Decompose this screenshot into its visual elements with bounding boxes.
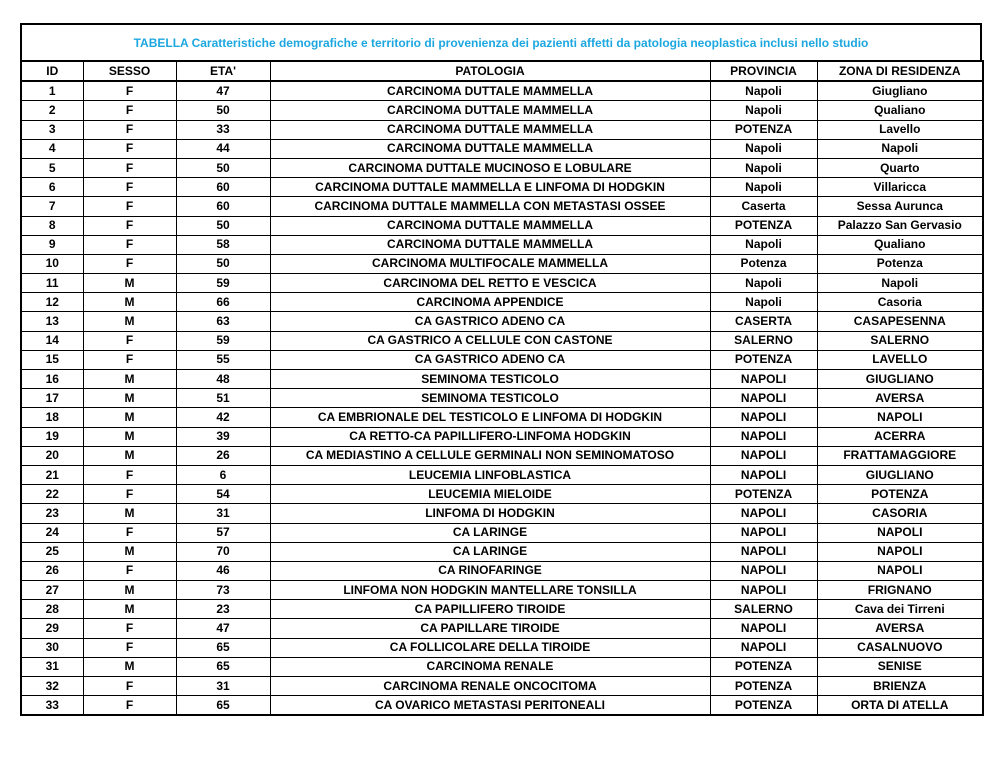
cell-id[interactable]: 16 xyxy=(21,370,83,389)
cell-id[interactable]: 17 xyxy=(21,389,83,408)
cell-sesso[interactable]: M xyxy=(83,389,176,408)
cell-sesso[interactable]: F xyxy=(83,158,176,177)
cell-id[interactable]: 7 xyxy=(21,197,83,216)
header-zona-residenza[interactable]: ZONA DI RESIDENZA xyxy=(817,61,983,81)
cell-eta[interactable]: 70 xyxy=(176,542,270,561)
table-row xyxy=(21,581,983,600)
cell-patologia[interactable]: CA MEDIASTINO A CELLULE GERMINALI NON SEMINOMATOSO xyxy=(270,446,710,465)
cell-zona-residenza[interactable]: Quarto xyxy=(817,158,983,177)
cell-zona-residenza[interactable]: CASALNUOVO xyxy=(817,638,983,657)
cell-zona-residenza[interactable]: BRIENZA xyxy=(817,677,983,696)
cell-id[interactable]: 18 xyxy=(21,408,83,427)
cell-zona-residenza[interactable]: Sessa Aurunca xyxy=(817,197,983,216)
cell-patologia[interactable]: CA FOLLICOLARE DELLA TIROIDE xyxy=(270,638,710,657)
cell-zona-residenza[interactable]: ORTA DI ATELLA xyxy=(817,696,983,716)
cell-patologia[interactable]: CA RINOFARINGE xyxy=(270,561,710,580)
cell-sesso[interactable]: F xyxy=(83,696,176,716)
cell-patologia[interactable]: LEUCEMIA LINFOBLASTICA xyxy=(270,465,710,484)
cell-provincia[interactable]: NAPOLI xyxy=(710,446,817,465)
cell-eta[interactable]: 51 xyxy=(176,389,270,408)
cell-provincia[interactable]: POTENZA xyxy=(710,657,817,676)
table-row xyxy=(21,561,983,580)
cell-provincia[interactable]: SALERNO xyxy=(710,600,817,619)
cell-provincia[interactable]: Napoli xyxy=(710,235,817,254)
cell-eta[interactable]: 63 xyxy=(176,312,270,331)
cell-sesso[interactable]: M xyxy=(83,657,176,676)
cell-zona-residenza[interactable]: POTENZA xyxy=(817,485,983,504)
cell-sesso[interactable]: F xyxy=(83,331,176,350)
cell-patologia[interactable]: CARCINOMA DUTTALE MAMMELLA xyxy=(270,81,710,101)
cell-sesso[interactable]: M xyxy=(83,542,176,561)
cell-patologia[interactable]: CA LARINGE xyxy=(270,523,710,542)
cell-id[interactable]: 8 xyxy=(21,216,83,235)
cell-provincia[interactable]: NAPOLI xyxy=(710,427,817,446)
cell-eta[interactable]: 31 xyxy=(176,504,270,523)
cell-provincia[interactable]: POTENZA xyxy=(710,216,817,235)
cell-patologia[interactable]: SEMINOMA TESTICOLO xyxy=(270,389,710,408)
table-body xyxy=(21,81,983,715)
table-row xyxy=(21,465,983,484)
cell-patologia[interactable]: CA RETTO-CA PAPILLIFERO-LINFOMA HODGKIN xyxy=(270,427,710,446)
cell-zona-residenza[interactable]: NAPOLI xyxy=(817,561,983,580)
cell-provincia[interactable]: NAPOLI xyxy=(710,619,817,638)
cell-id[interactable]: 1 xyxy=(21,81,83,101)
cell-patologia[interactable]: CA EMBRIONALE DEL TESTICOLO E LINFOMA DI HODGKIN xyxy=(270,408,710,427)
cell-eta[interactable]: 47 xyxy=(176,81,270,101)
cell-id[interactable]: 32 xyxy=(21,677,83,696)
cell-provincia[interactable]: Napoli xyxy=(710,101,817,120)
table-row xyxy=(21,600,983,619)
cell-eta[interactable]: 73 xyxy=(176,581,270,600)
cell-provincia[interactable]: Napoli xyxy=(710,178,817,197)
cell-zona-residenza[interactable]: NAPOLI xyxy=(817,523,983,542)
table-row xyxy=(21,408,983,427)
cell-id[interactable]: 10 xyxy=(21,254,83,273)
cell-patologia[interactable]: CA GASTRICO ADENO CA xyxy=(270,350,710,369)
cell-sesso[interactable]: F xyxy=(83,101,176,120)
cell-sesso[interactable]: M xyxy=(83,312,176,331)
cell-provincia[interactable]: Caserta xyxy=(710,197,817,216)
cell-sesso[interactable]: F xyxy=(83,120,176,139)
cell-id[interactable]: 3 xyxy=(21,120,83,139)
cell-sesso[interactable]: F xyxy=(83,81,176,101)
cell-provincia[interactable]: NAPOLI xyxy=(710,408,817,427)
cell-sesso[interactable]: F xyxy=(83,465,176,484)
cell-zona-residenza[interactable]: Napoli xyxy=(817,274,983,293)
cell-id[interactable]: 6 xyxy=(21,178,83,197)
table-row xyxy=(21,81,983,101)
cell-provincia[interactable]: Napoli xyxy=(710,81,817,101)
cell-provincia[interactable]: NAPOLI xyxy=(710,542,817,561)
header-sesso[interactable]: SESSO xyxy=(83,61,176,81)
cell-eta[interactable]: 59 xyxy=(176,274,270,293)
table-row xyxy=(21,139,983,158)
cell-sesso[interactable]: F xyxy=(83,561,176,580)
table-row xyxy=(21,293,983,312)
cell-eta[interactable]: 66 xyxy=(176,293,270,312)
cell-sesso[interactable]: M xyxy=(83,427,176,446)
table-row xyxy=(21,427,983,446)
cell-eta[interactable]: 65 xyxy=(176,657,270,676)
cell-id[interactable]: 20 xyxy=(21,446,83,465)
cell-sesso[interactable]: F xyxy=(83,235,176,254)
cell-patologia[interactable]: CA GASTRICO ADENO CA xyxy=(270,312,710,331)
cell-zona-residenza[interactable]: SENISE xyxy=(817,657,983,676)
cell-provincia[interactable]: Napoli xyxy=(710,158,817,177)
cell-zona-residenza[interactable]: LAVELLO xyxy=(817,350,983,369)
table-row xyxy=(21,350,983,369)
cell-provincia[interactable]: NAPOLI xyxy=(710,370,817,389)
cell-provincia[interactable]: POTENZA xyxy=(710,677,817,696)
header-id[interactable]: ID xyxy=(21,61,83,81)
cell-provincia[interactable]: Napoli xyxy=(710,293,817,312)
cell-eta[interactable]: 23 xyxy=(176,600,270,619)
cell-patologia[interactable]: CARCINOMA APPENDICE xyxy=(270,293,710,312)
cell-sesso[interactable]: F xyxy=(83,197,176,216)
cell-zona-residenza[interactable]: Giugliano xyxy=(817,81,983,101)
cell-id[interactable]: 25 xyxy=(21,542,83,561)
cell-id[interactable]: 30 xyxy=(21,638,83,657)
cell-eta[interactable]: 39 xyxy=(176,427,270,446)
cell-eta[interactable]: 65 xyxy=(176,696,270,716)
patients-table xyxy=(20,60,984,716)
cell-sesso[interactable]: M xyxy=(83,370,176,389)
cell-zona-residenza[interactable]: CASAPESENNA xyxy=(817,312,983,331)
cell-zona-residenza[interactable]: SALERNO xyxy=(817,331,983,350)
cell-eta[interactable]: 60 xyxy=(176,197,270,216)
table-row xyxy=(21,485,983,504)
cell-id[interactable]: 12 xyxy=(21,293,83,312)
cell-provincia[interactable]: CASERTA xyxy=(710,312,817,331)
cell-zona-residenza[interactable]: Cava dei Tirreni xyxy=(817,600,983,619)
cell-patologia[interactable]: CARCINOMA DUTTALE MUCINOSO E LOBULARE xyxy=(270,158,710,177)
cell-sesso[interactable]: F xyxy=(83,485,176,504)
cell-id[interactable]: 24 xyxy=(21,523,83,542)
cell-zona-residenza[interactable]: Palazzo San Gervasio xyxy=(817,216,983,235)
cell-zona-residenza[interactable]: Casoria xyxy=(817,293,983,312)
table-row xyxy=(21,504,983,523)
cell-eta[interactable]: 50 xyxy=(176,101,270,120)
cell-sesso[interactable]: M xyxy=(83,446,176,465)
cell-sesso[interactable]: F xyxy=(83,216,176,235)
table-row xyxy=(21,101,983,120)
cell-sesso[interactable]: F xyxy=(83,178,176,197)
cell-zona-residenza[interactable]: AVERSA xyxy=(817,389,983,408)
cell-eta[interactable]: 55 xyxy=(176,350,270,369)
cell-eta[interactable]: 50 xyxy=(176,254,270,273)
cell-sesso[interactable]: M xyxy=(83,274,176,293)
spreadsheet-table-container xyxy=(20,23,982,716)
table-row xyxy=(21,657,983,676)
cell-sesso[interactable]: M xyxy=(83,293,176,312)
header-patologia[interactable]: PATOLOGIA xyxy=(270,61,710,81)
cell-patologia[interactable]: CARCINOMA DUTTALE MAMMELLA xyxy=(270,139,710,158)
cell-id[interactable]: 9 xyxy=(21,235,83,254)
cell-id[interactable]: 15 xyxy=(21,350,83,369)
cell-patologia[interactable]: CA PAPILLIFERO TIROIDE xyxy=(270,600,710,619)
cell-sesso[interactable]: F xyxy=(83,254,176,273)
cell-provincia[interactable]: NAPOLI xyxy=(710,581,817,600)
table-row xyxy=(21,446,983,465)
cell-id[interactable]: 5 xyxy=(21,158,83,177)
cell-patologia[interactable]: CA LARINGE xyxy=(270,542,710,561)
cell-zona-residenza[interactable]: Potenza xyxy=(817,254,983,273)
cell-sesso[interactable]: F xyxy=(83,350,176,369)
cell-eta[interactable]: 26 xyxy=(176,446,270,465)
cell-patologia[interactable]: CARCINOMA DUTTALE MAMMELLA xyxy=(270,120,710,139)
table-row xyxy=(21,274,983,293)
header-row xyxy=(21,61,983,81)
cell-sesso[interactable]: M xyxy=(83,504,176,523)
cell-id[interactable]: 13 xyxy=(21,312,83,331)
table-row xyxy=(21,619,983,638)
cell-provincia[interactable]: Napoli xyxy=(710,274,817,293)
cell-provincia[interactable]: Napoli xyxy=(710,139,817,158)
cell-id[interactable]: 22 xyxy=(21,485,83,504)
cell-patologia[interactable]: LINFOMA DI HODGKIN xyxy=(270,504,710,523)
cell-id[interactable]: 27 xyxy=(21,581,83,600)
cell-provincia[interactable]: NAPOLI xyxy=(710,465,817,484)
cell-patologia[interactable]: LINFOMA NON HODGKIN MANTELLARE TONSILLA xyxy=(270,581,710,600)
cell-provincia[interactable]: POTENZA xyxy=(710,120,817,139)
table-row xyxy=(21,389,983,408)
cell-patologia[interactable]: CARCINOMA MULTIFOCALE MAMMELLA xyxy=(270,254,710,273)
cell-provincia[interactable]: NAPOLI xyxy=(710,389,817,408)
table-row xyxy=(21,331,983,350)
cell-id[interactable]: 4 xyxy=(21,139,83,158)
cell-sesso[interactable]: M xyxy=(83,600,176,619)
cell-eta[interactable]: 54 xyxy=(176,485,270,504)
table-row xyxy=(21,677,983,696)
cell-eta[interactable]: 48 xyxy=(176,370,270,389)
cell-zona-residenza[interactable]: Qualiano xyxy=(817,235,983,254)
cell-patologia[interactable]: CARCINOMA DUTTALE MAMMELLA xyxy=(270,216,710,235)
cell-provincia[interactable]: NAPOLI xyxy=(710,523,817,542)
cell-eta[interactable]: 50 xyxy=(176,216,270,235)
cell-eta[interactable]: 50 xyxy=(176,158,270,177)
cell-patologia[interactable]: CA GASTRICO A CELLULE CON CASTONE xyxy=(270,331,710,350)
cell-zona-residenza[interactable]: GIUGLIANO xyxy=(817,370,983,389)
table-row xyxy=(21,254,983,273)
cell-patologia[interactable]: CARCINOMA RENALE xyxy=(270,657,710,676)
cell-id[interactable]: 19 xyxy=(21,427,83,446)
cell-eta[interactable]: 33 xyxy=(176,120,270,139)
cell-eta[interactable]: 47 xyxy=(176,619,270,638)
cell-eta[interactable]: 65 xyxy=(176,638,270,657)
cell-provincia[interactable]: POTENZA xyxy=(710,696,817,716)
table-row xyxy=(21,178,983,197)
cell-zona-residenza[interactable]: NAPOLI xyxy=(817,408,983,427)
cell-sesso[interactable]: F xyxy=(83,638,176,657)
cell-zona-residenza[interactable]: AVERSA xyxy=(817,619,983,638)
cell-eta[interactable]: 31 xyxy=(176,677,270,696)
cell-eta[interactable]: 57 xyxy=(176,523,270,542)
cell-zona-residenza[interactable]: ACERRA xyxy=(817,427,983,446)
table-row xyxy=(21,235,983,254)
cell-patologia[interactable]: CARCINOMA DUTTALE MAMMELLA xyxy=(270,235,710,254)
cell-id[interactable]: 21 xyxy=(21,465,83,484)
cell-patologia[interactable]: CARCINOMA DEL RETTO E VESCICA xyxy=(270,274,710,293)
cell-sesso[interactable]: F xyxy=(83,523,176,542)
cell-eta[interactable]: 46 xyxy=(176,561,270,580)
table-row xyxy=(21,216,983,235)
cell-zona-residenza[interactable]: NAPOLI xyxy=(817,542,983,561)
table-row xyxy=(21,158,983,177)
cell-sesso[interactable]: F xyxy=(83,619,176,638)
cell-id[interactable]: 23 xyxy=(21,504,83,523)
cell-id[interactable]: 29 xyxy=(21,619,83,638)
cell-zona-residenza[interactable]: CASORIA xyxy=(817,504,983,523)
cell-id[interactable]: 31 xyxy=(21,657,83,676)
cell-id[interactable]: 28 xyxy=(21,600,83,619)
table-row xyxy=(21,120,983,139)
cell-patologia[interactable]: CA OVARICO METASTASI PERITONEALI xyxy=(270,696,710,716)
table-row xyxy=(21,197,983,216)
cell-eta[interactable]: 6 xyxy=(176,465,270,484)
cell-id[interactable]: 14 xyxy=(21,331,83,350)
cell-patologia[interactable]: LEUCEMIA MIELOIDE xyxy=(270,485,710,504)
cell-patologia[interactable]: CARCINOMA DUTTALE MAMMELLA xyxy=(270,101,710,120)
cell-provincia[interactable]: Potenza xyxy=(710,254,817,273)
table-title-cell[interactable] xyxy=(20,23,982,60)
cell-provincia[interactable]: POTENZA xyxy=(710,350,817,369)
cell-eta[interactable]: 60 xyxy=(176,178,270,197)
cell-id[interactable]: 26 xyxy=(21,561,83,580)
cell-eta[interactable]: 59 xyxy=(176,331,270,350)
table-row xyxy=(21,312,983,331)
cell-patologia[interactable]: SEMINOMA TESTICOLO xyxy=(270,370,710,389)
cell-provincia[interactable]: NAPOLI xyxy=(710,638,817,657)
cell-provincia[interactable]: NAPOLI xyxy=(710,561,817,580)
cell-zona-residenza[interactable]: FRATTAMAGGIORE xyxy=(817,446,983,465)
cell-sesso[interactable]: F xyxy=(83,139,176,158)
cell-provincia[interactable]: NAPOLI xyxy=(710,504,817,523)
table-row xyxy=(21,696,983,716)
cell-id[interactable]: 11 xyxy=(21,274,83,293)
cell-zona-residenza[interactable]: Napoli xyxy=(817,139,983,158)
cell-zona-residenza[interactable]: Lavello xyxy=(817,120,983,139)
cell-zona-residenza[interactable]: GIUGLIANO xyxy=(817,465,983,484)
cell-eta[interactable]: 44 xyxy=(176,139,270,158)
header-eta[interactable]: ETA' xyxy=(176,61,270,81)
cell-id[interactable]: 2 xyxy=(21,101,83,120)
table-row xyxy=(21,542,983,561)
cell-patologia[interactable]: CARCINOMA DUTTALE MAMMELLA E LINFOMA DI HODGKIN xyxy=(270,178,710,197)
cell-eta[interactable]: 58 xyxy=(176,235,270,254)
cell-patologia[interactable]: CA PAPILLARE TIROIDE xyxy=(270,619,710,638)
cell-provincia[interactable]: POTENZA xyxy=(710,485,817,504)
cell-id[interactable]: 33 xyxy=(21,696,83,716)
cell-patologia[interactable]: CARCINOMA RENALE ONCOCITOMA xyxy=(270,677,710,696)
cell-sesso[interactable]: F xyxy=(83,677,176,696)
table-row xyxy=(21,638,983,657)
cell-provincia[interactable]: SALERNO xyxy=(710,331,817,350)
table-row xyxy=(21,523,983,542)
cell-eta[interactable]: 42 xyxy=(176,408,270,427)
table-title: TABELLA Caratteristiche demografiche e territorio di provenienza dei pazienti affetti da patologia neoplastica inclusi nello studio xyxy=(133,35,869,50)
cell-sesso[interactable]: M xyxy=(83,581,176,600)
cell-patologia[interactable]: CARCINOMA DUTTALE MAMMELLA CON METASTASI OSSEE xyxy=(270,197,710,216)
header-provincia[interactable]: PROVINCIA xyxy=(710,61,817,81)
cell-sesso[interactable]: M xyxy=(83,408,176,427)
cell-zona-residenza[interactable]: Villaricca xyxy=(817,178,983,197)
cell-zona-residenza[interactable]: Qualiano xyxy=(817,101,983,120)
table-row xyxy=(21,370,983,389)
cell-zona-residenza[interactable]: FRIGNANO xyxy=(817,581,983,600)
